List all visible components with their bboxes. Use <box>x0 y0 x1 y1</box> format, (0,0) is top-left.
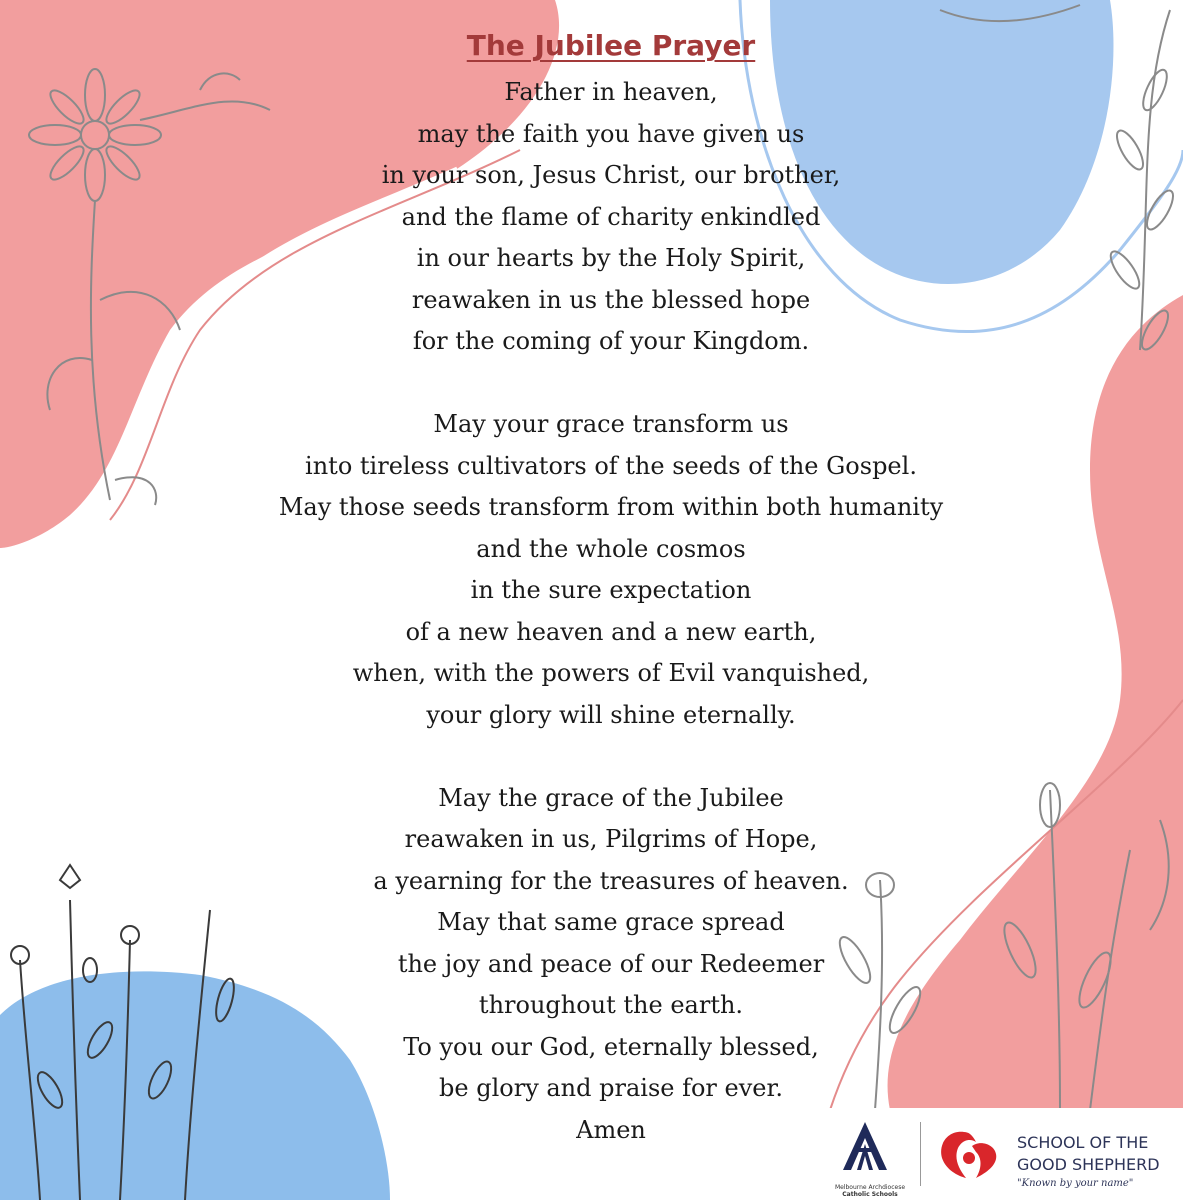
footer-logos <box>812 1108 1183 1200</box>
stanza-line: into tireless cultivators of the seeds of the Gospel. <box>305 451 917 480</box>
stanza-line: in your son, Jesus Christ, our brother, <box>381 161 841 189</box>
school-logo <box>936 1124 1002 1182</box>
stanza-line: the joy and peace of our Redeemer <box>397 949 825 978</box>
stanza-gap <box>0 736 1183 778</box>
stanza-line: and the flame of charity enkindled <box>401 202 821 231</box>
prayer-text <box>0 26 1183 1151</box>
archdiocese-line-1: Melbourne Archdiocese <box>834 1184 906 1191</box>
stanza-line: May those seeds transform from within both humanity <box>278 493 944 521</box>
school-tagline: "Known by your name" <box>1017 1178 1134 1189</box>
stanza-line: throughout the earth. <box>478 991 744 1019</box>
stanza-line: reawaken in us, Pilgrims of Hope, <box>404 825 818 853</box>
stanza-line: be glory and praise for ever. <box>439 1074 783 1102</box>
stanza-line: and the whole cosmos <box>476 534 746 563</box>
stanza-line: May the grace of the Jubilee <box>438 783 784 812</box>
stanza-line: in our hearts by the Holy Spirit, <box>416 244 806 272</box>
school-name <box>1017 1132 1160 1176</box>
archdiocese-emblem-icon <box>835 1118 895 1174</box>
stanza-line: for the coming of your Kingdom. <box>412 327 810 355</box>
stanza-line: when, with the powers of Evil vanquished, <box>352 659 870 687</box>
stanza-line: Father in heaven, <box>504 78 718 106</box>
archdiocese-line-2: Catholic Schools <box>842 1191 898 1198</box>
stanza-1 <box>0 72 1183 363</box>
stanza-line: reawaken in us the blessed hope <box>411 285 811 314</box>
stanza-gap <box>0 363 1183 405</box>
logo-divider <box>920 1122 921 1186</box>
stanza-line: in the sure expectation <box>470 576 752 604</box>
stanza-line: May your grace transform us <box>433 410 789 438</box>
archdiocese-name <box>820 1184 920 1198</box>
stanza-line: of a new heaven and a new earth, <box>405 617 817 646</box>
stanza-2 <box>0 404 1183 736</box>
stanza-line: To you our God, eternally blessed, <box>403 1032 819 1061</box>
amen-line: Amen <box>576 1115 646 1144</box>
stanza-3 <box>0 778 1183 1152</box>
prayer-title: The Jubilee Prayer <box>466 29 756 62</box>
stanza-line: May that same grace spread <box>437 908 785 936</box>
archdiocese-logo <box>820 1118 910 1198</box>
stanza-line: may the faith you have given us <box>417 119 805 148</box>
good-shepherd-heart-icon <box>936 1124 1002 1182</box>
school-name-line-2: GOOD SHEPHERD <box>1017 1155 1160 1174</box>
school-name-line-1: SCHOOL OF THE <box>1017 1133 1149 1152</box>
stanza-line: your glory will shine eternally. <box>426 700 796 729</box>
stanza-line: a yearning for the treasures of heaven. <box>373 866 849 895</box>
